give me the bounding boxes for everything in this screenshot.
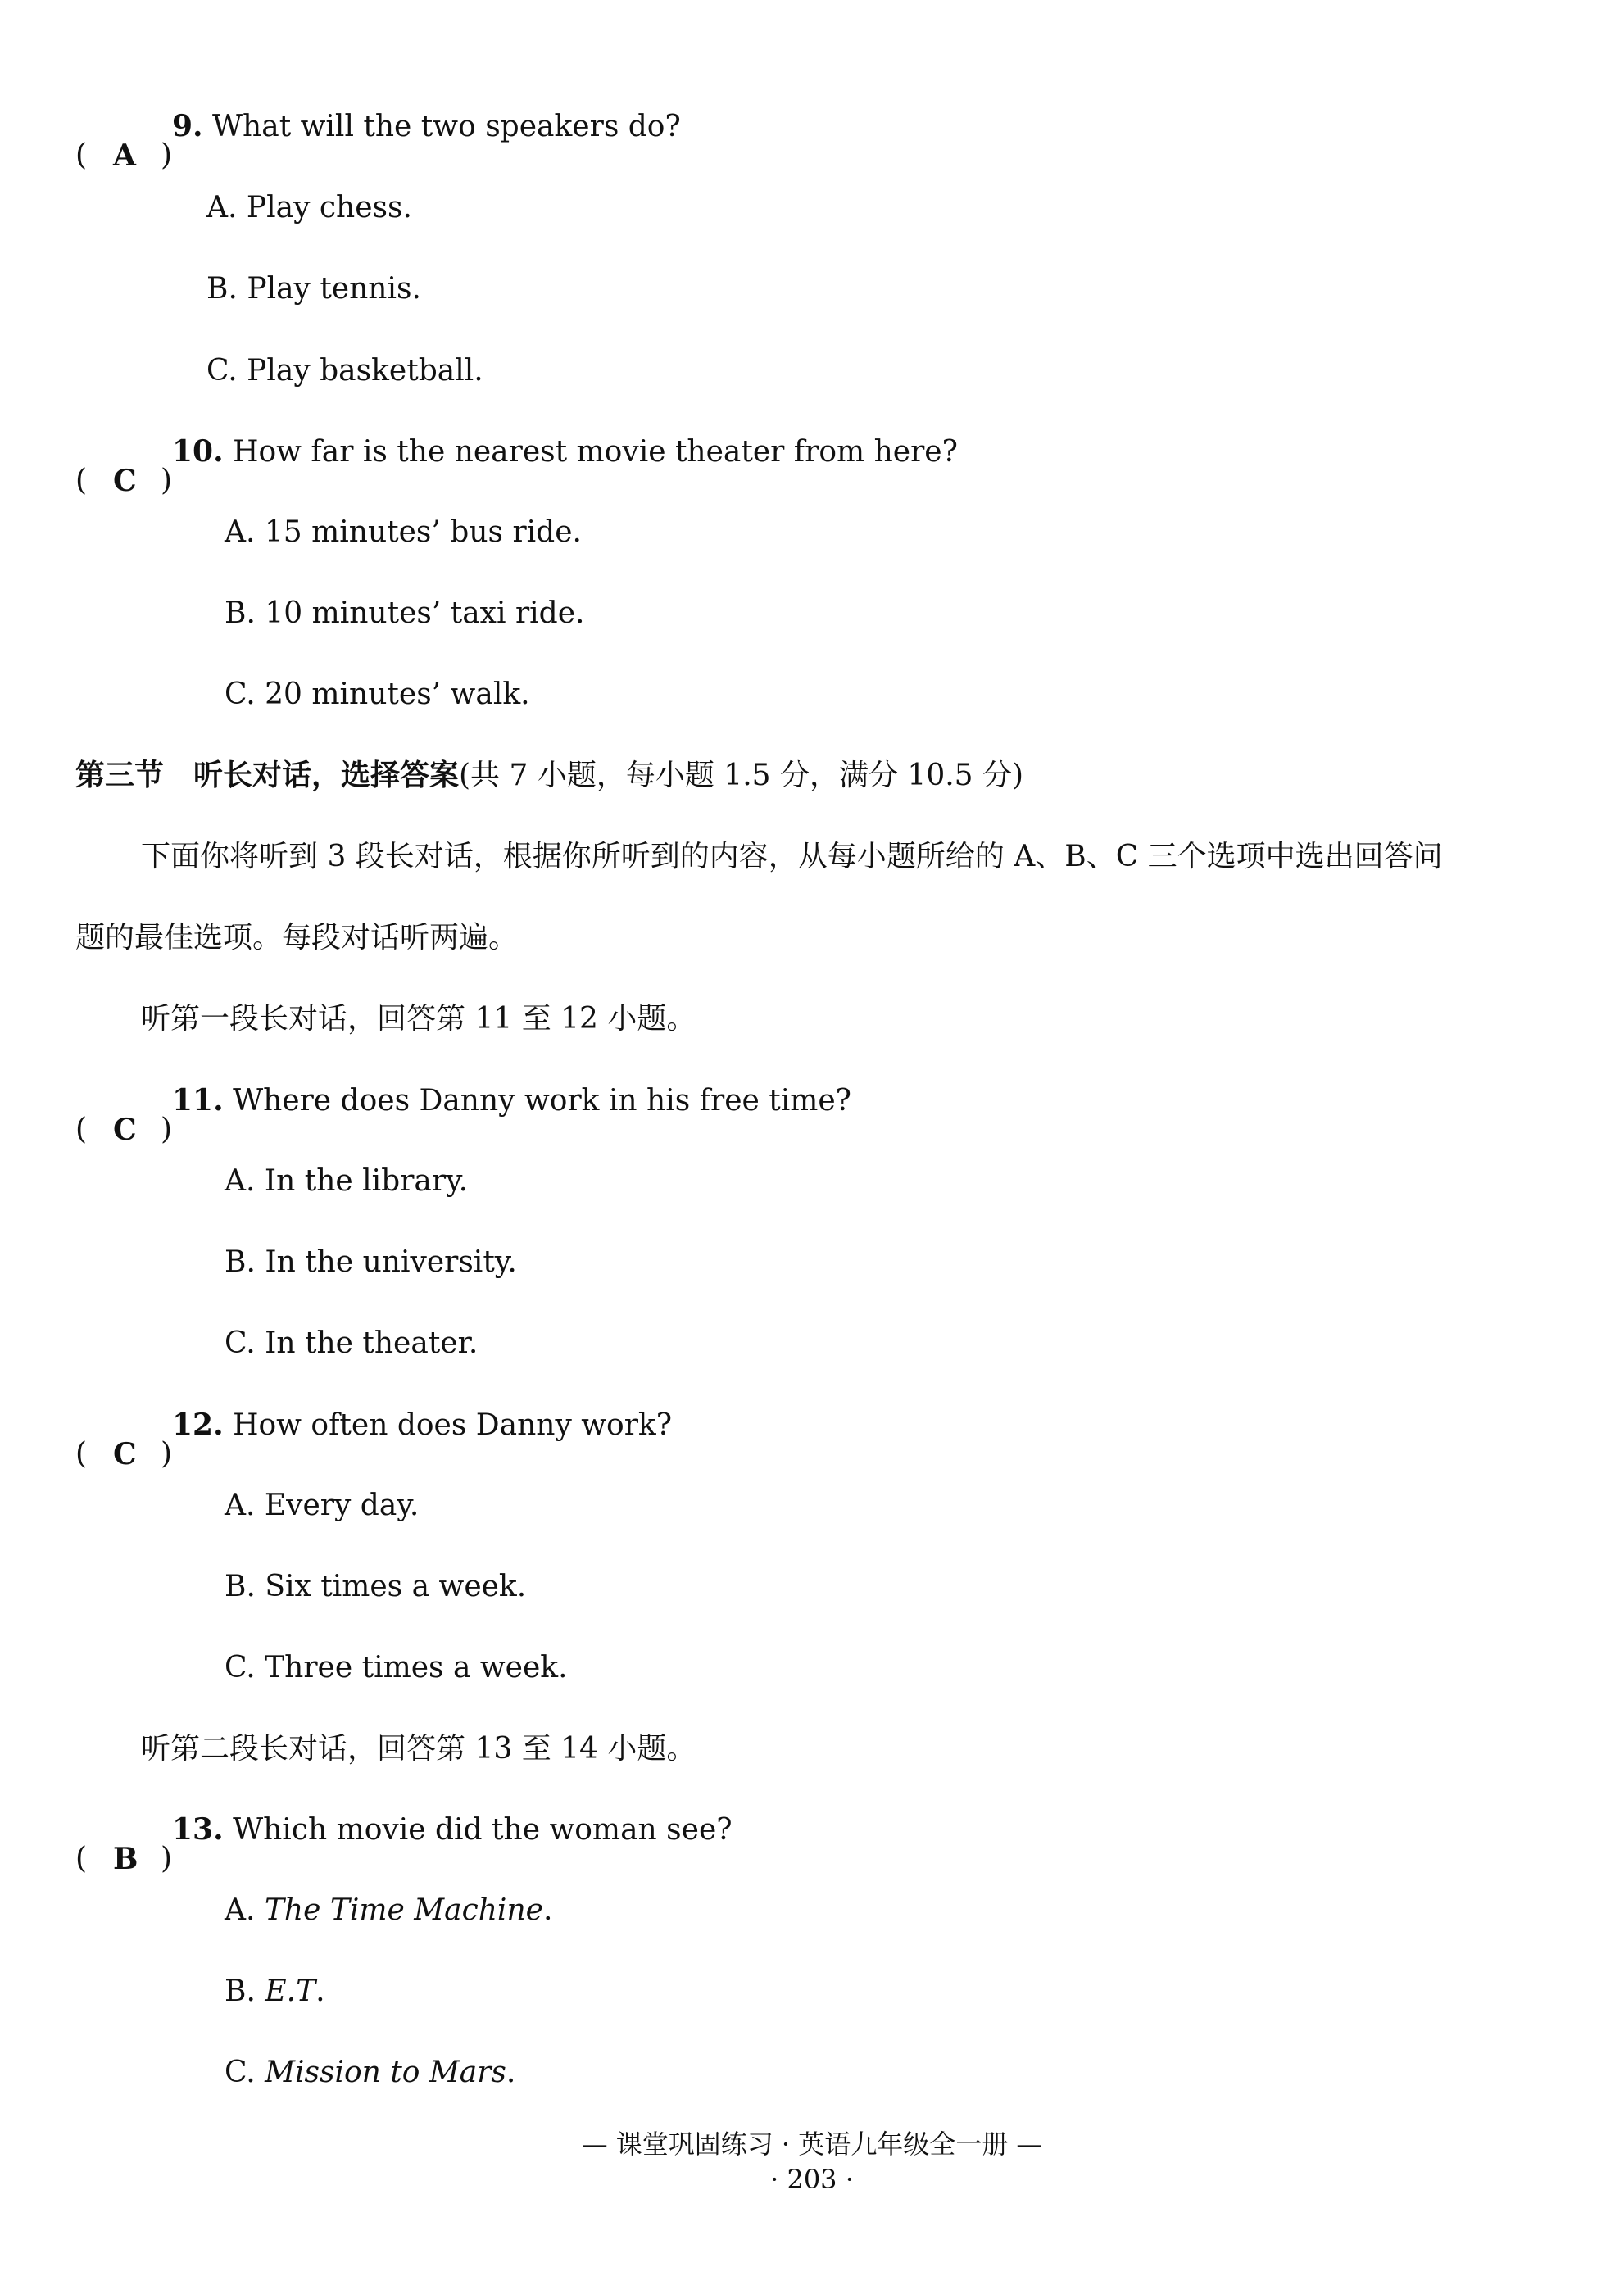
question-number: 13. [172,1812,224,1847]
option-c: C. 20 minutes’ walk. [225,678,530,711]
option-b: B. Play tennis. [206,272,421,306]
question-number: 11. [172,1083,224,1118]
option-a: A. 15 minutes’ bus ride. [225,515,582,549]
answer-letter: C [113,1437,137,1471]
question-text: Which movie did the woman see? [233,1813,733,1847]
question-text: Where does Danny work in his free time? [233,1084,851,1118]
option-c: C. In the theater. [225,1326,479,1360]
question-text: How far is the nearest movie theater from here? [233,435,958,469]
option-tail: . [315,1974,325,2008]
movie-title: The Time Machine [264,1893,543,1927]
question-number: 9. [172,109,203,143]
footer-book-title: — 课堂巩固练习 · 英语九年级全一册 — [581,2129,1043,2160]
section-instruction-2: 题的最佳选项。每段对话听两遍。 [75,921,519,954]
option-c: C. Play basketball. [206,354,483,388]
section-title: 第三节 听长对话，选择答案 [75,758,460,792]
question-text: What will the two speakers do? [212,110,681,143]
option-tail: . [542,1893,553,1927]
question-number: 10. [172,434,224,469]
question-13: ( B ) 13. Which movie did the woman see? [75,1810,733,1850]
movie-title: E.T [265,1974,316,2008]
option-tail: . [506,2056,516,2089]
option-b: B. In the university. [225,1245,517,1279]
section-instruction-1: 下面你将听到 3 段长对话，根据你所听到的内容，从每小题所给的 A、B、C 三个选项中选出回答问 [141,840,1443,873]
movie-title: Mission to Mars [265,2056,506,2089]
option-c [225,2053,515,2092]
option-b [225,1972,325,2011]
answer-letter: C [113,464,137,498]
dialog-2-intro: 听第二段长对话，回答第 13 至 14 小题。 [141,1732,696,1766]
answer-letter: A [113,138,136,173]
section-scoring: (共 7 小题，每小题 1.5 分，满分 10.5 分) [459,759,1024,792]
question-10: ( C ) 10. How far is the nearest movie theater from here? [75,432,958,472]
dialog-1-intro: 听第一段长对话，回答第 11 至 12 小题。 [141,1002,696,1036]
option-a: A. Every day. [225,1489,420,1522]
option-letter: C. [225,2056,256,2089]
answer-letter: B [113,1842,138,1876]
question-12: ( C ) 12. How often does Danny work? [75,1405,672,1445]
option-letter: A. [225,1893,256,1927]
option-a: A. In the library. [225,1164,469,1198]
option-b: B. Six times a week. [225,1570,527,1603]
question-number: 12. [172,1408,224,1442]
question-9: ( A ) 9. What will the two speakers do? [75,107,681,147]
page-number: · 203 · [770,2164,854,2195]
option-letter: B. [225,1974,256,2008]
question-text: How often does Danny work? [233,1408,673,1442]
option-c: C. Three times a week. [225,1651,568,1684]
option-a: A. Play chess. [206,191,412,224]
answer-letter: C [113,1113,137,1147]
section-3-heading [75,755,1023,796]
option-a [225,1891,552,1930]
option-b: B. 10 minutes’ taxi ride. [225,596,585,630]
question-11: ( C ) 11. Where does Danny work in his free time? [75,1081,851,1121]
